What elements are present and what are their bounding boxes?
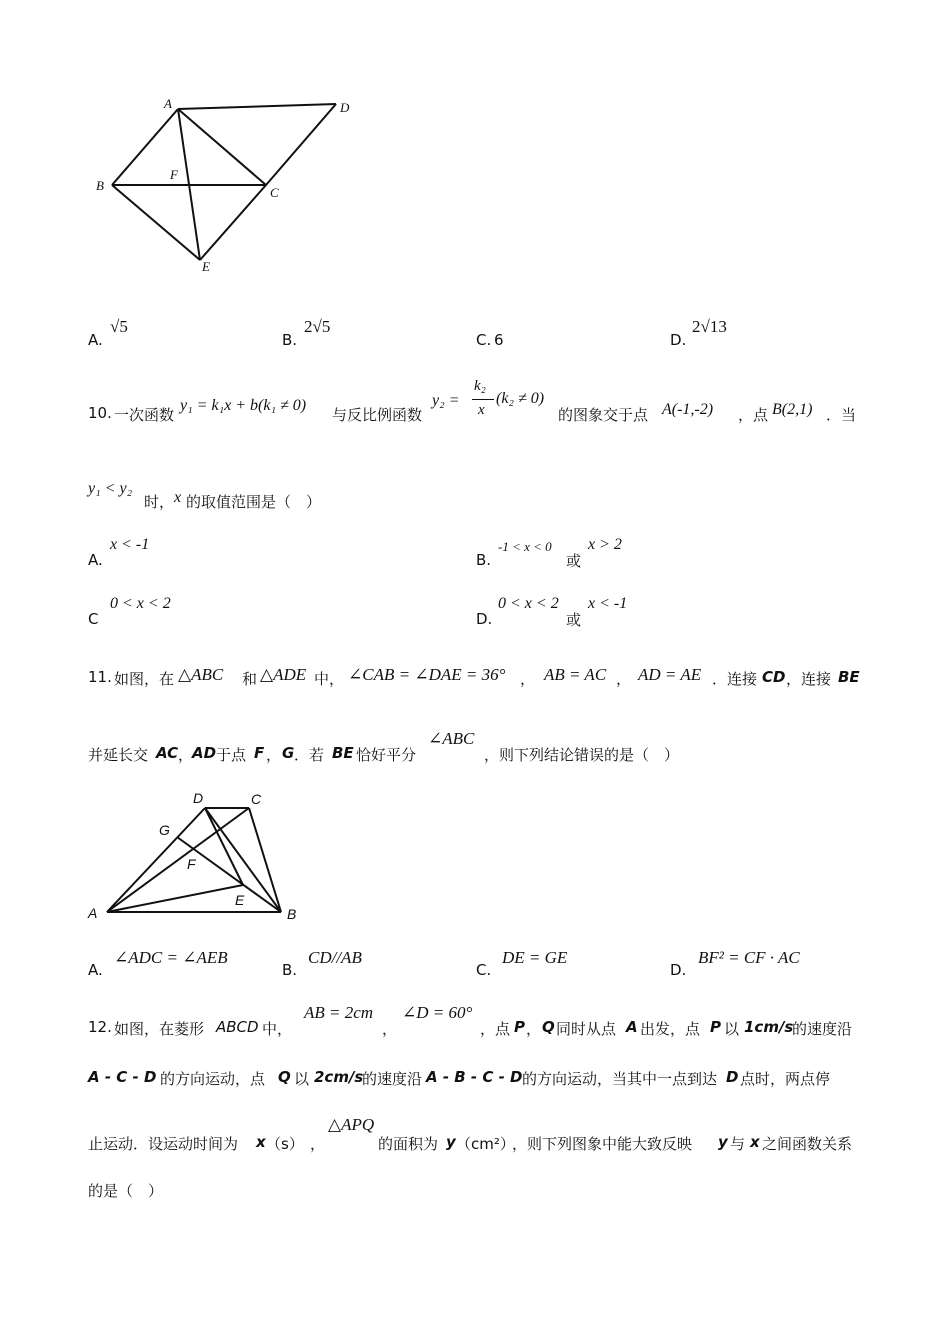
q11-f: F [254,744,265,762]
q12-speed-2: 2cm/s [314,1068,364,1086]
q10-text-4: ，点 [738,406,769,424]
q10-option-c-label[interactable]: C [88,610,99,628]
q12-q: Q [542,1018,555,1036]
q12-path-q: A - B - C - D [426,1068,523,1086]
q12-line3-comma: ， [310,1135,326,1153]
q9-option-b-label[interactable]: B. [282,331,298,349]
q12-number: 12. [88,1018,112,1036]
edge-dc [266,104,336,185]
q12-comma-2: ， [526,1020,542,1038]
q10-option-d-label[interactable]: D. [476,610,493,628]
q10-point-a: A(-1,-2) [662,401,714,418]
q9-option-c-label[interactable]: C. [476,331,492,349]
q12-line3-text-5: 之间函数关系 [762,1135,853,1153]
q12-line2-text-3: 的速度沿 [362,1070,423,1088]
q12-line3-x: x [256,1133,266,1151]
q10-fraction-bar [472,399,494,400]
label-d: D [340,100,350,115]
q12-text-6: 以 [724,1020,740,1038]
segment-bc [249,808,281,912]
segment-bg [177,837,281,912]
q10-option-d-or: 或 [566,611,582,629]
q12-text-4: 同时从点 [556,1020,617,1038]
q12-path-p: A - C - D [88,1068,157,1086]
q10-inverse-condition: (k₂ ≠ 0) [496,390,545,407]
q11-comma-1: ， [520,670,536,688]
q9-option-a-value: √5 [110,317,128,336]
segment-ac [107,808,249,912]
label-b: B [96,178,104,193]
q11-triangle-ade: △ADE [260,665,307,684]
edge-ce [200,185,266,260]
edge-ad [178,104,336,109]
q12-line3-x-2: x [750,1133,760,1151]
q12-comma-1: ， [382,1020,398,1038]
q10-option-b-or: 或 [566,552,582,570]
label-e: E [202,259,210,274]
q11-be-2: BE [332,744,354,762]
q10-text-5: ．当 [826,406,857,424]
q12-line3-y: y [446,1133,456,1151]
q12-line3-text-3: ，则下列图象中能大致反映 [512,1135,693,1153]
q11-angle-equality: ∠CAB = ∠DAE = 36° [348,665,506,684]
label-f: F [187,856,196,872]
q10-inverse-denominator: x [478,402,485,418]
q11-be: BE [838,668,860,686]
q12-line2-text-1: 的方向运动，点 [160,1070,266,1088]
label-c: C [270,185,279,200]
q12-line3-seconds: （s） [266,1135,304,1153]
q12-line2-text-2: 以 [294,1070,310,1088]
q12-text-7: 的速度沿 [792,1020,853,1038]
q11-comma-4: ， [266,746,282,764]
q10-point-b: B(2,1) [772,401,813,418]
q11-line2-text-4: 恰好平分 [356,746,417,764]
q11-ac: AC [156,744,179,762]
q10-linear-function: y₁ = k₁x + b(k₁ ≠ 0) [180,397,307,414]
q11-text-3: 中， [314,670,345,688]
q12-text-1: 如图，在菱形 [114,1020,205,1038]
triangle-figure-q11 [85,787,310,927]
q12-p-2: P [710,1018,721,1036]
q12-line3-unit: （cm²） [456,1135,515,1153]
q11-option-b-value: CD//AB [308,948,362,967]
q10-text-7: 的取值范围是（ ） [186,493,322,511]
edge-ac [178,109,266,185]
q10-number: 10. [88,404,112,422]
q11-angle-abc: ∠ABC [428,729,475,748]
edge-be [112,185,200,260]
q12-a: A [626,1018,638,1036]
q9-option-d-label[interactable]: D. [670,331,687,349]
q10-text-1: 一次函数 [114,406,175,424]
q11-line2-text-2: 于点 [216,746,247,764]
q12-line4: 的是（ ） [88,1182,164,1200]
q12-text-2: 中， [262,1020,293,1038]
q11-option-b-label[interactable]: B. [282,961,298,979]
q10-inverse-numerator: k₂ [474,378,486,394]
q10-text-6: 时， [144,493,175,511]
q11-text-1: 如图，在 [114,670,175,688]
q11-number: 11. [88,668,112,686]
q11-g: G [282,744,295,762]
q12-text-3: ，点 [480,1020,511,1038]
q12-line3-text-4: 与 [730,1135,746,1153]
q12-line3-y-2: y [718,1133,728,1151]
q9-option-c-value: 6 [494,331,504,349]
q12-text-5: 出发，点 [640,1020,701,1038]
q10-option-a-value: x < -1 [110,536,150,553]
q11-option-a-value: ∠ADC = ∠AEB [114,948,228,967]
q10-x: x [174,489,182,506]
q10-text-2: 与反比例函数 [332,406,423,424]
q9-option-d-value: 2√13 [692,317,727,336]
q12-line2-text-4: 的方向运动，当其中一点到达 [522,1070,718,1088]
quadrilateral-figure-q9 [90,95,370,280]
q11-comma-2: ， [616,670,632,688]
q11-option-a-label[interactable]: A. [88,961,103,979]
q11-ad: AD [192,744,217,762]
q11-comma-3: ， [178,746,194,764]
q11-text-2: 和 [242,670,258,688]
q11-option-c-label[interactable]: C. [476,961,492,979]
q10-inverse-lhs: y₂ = [432,392,460,409]
q12-line3-text-1: 止运动．设运动时间为 [88,1135,239,1153]
q10-option-a-label[interactable]: A. [88,551,103,569]
q11-triangle-abc: △ABC [178,665,224,684]
q11-line2-text-3: ．若 [294,746,325,764]
q9-option-b-value: 2√5 [304,317,331,336]
q12-line3-text-2: 的面积为 [378,1135,439,1153]
q12-p: P [514,1018,525,1036]
label-g: G [159,822,170,838]
q10-condition: y₁ < y₂ [88,480,133,497]
q12-line2-text-5: 点时，两点停 [740,1070,831,1088]
q11-option-d-value: BF² = CF · AC [698,948,800,967]
q10-option-b-value-2: x > 2 [588,536,622,553]
q10-option-b-value-1: -1 < x < 0 [498,539,552,554]
q11-line2-text-1: 并延长交 [88,746,149,764]
q10-option-d-value-1: 0 < x < 2 [498,595,559,612]
q11-option-d-label[interactable]: D. [670,961,687,979]
q12-speed-1: 1cm/s [744,1018,794,1036]
q12-abcd: ABCD [216,1018,259,1036]
label-d: D [193,790,204,806]
q10-option-c-value: 0 < x < 2 [110,595,171,612]
label-a: A [88,905,98,921]
label-a: A [164,96,172,111]
label-c: C [251,791,262,807]
label-e: E [235,892,245,908]
q11-text-5: ，连接 [786,670,832,688]
q11-ab-eq-ac: AB = AC [544,665,607,684]
q11-text-4: ．连接 [712,670,758,688]
label-b: B [287,906,297,922]
q12-line2-d: D [726,1068,739,1086]
label-f: F [170,167,178,182]
q12-triangle-apq: △APQ [328,1115,375,1134]
q10-option-b-label[interactable]: B. [476,551,492,569]
q10-text-3: 的图象交于点 [558,406,649,424]
q9-option-a-label[interactable]: A. [88,331,103,349]
q11-cd: CD [762,668,786,686]
q11-option-c-value: DE = GE [502,948,568,967]
q12-ab-length: AB = 2cm [304,1003,374,1022]
q11-line2-text-5: ，则下列结论错误的是（ ） [484,746,680,764]
edge-ab [112,109,178,185]
segment-de [205,808,243,885]
q11-ad-eq-ae: AD = AE [638,665,702,684]
q10-option-d-value-2: x < -1 [588,595,628,612]
q12-line2-q: Q [278,1068,291,1086]
q12-angle-d: ∠D = 60° [402,1003,473,1022]
